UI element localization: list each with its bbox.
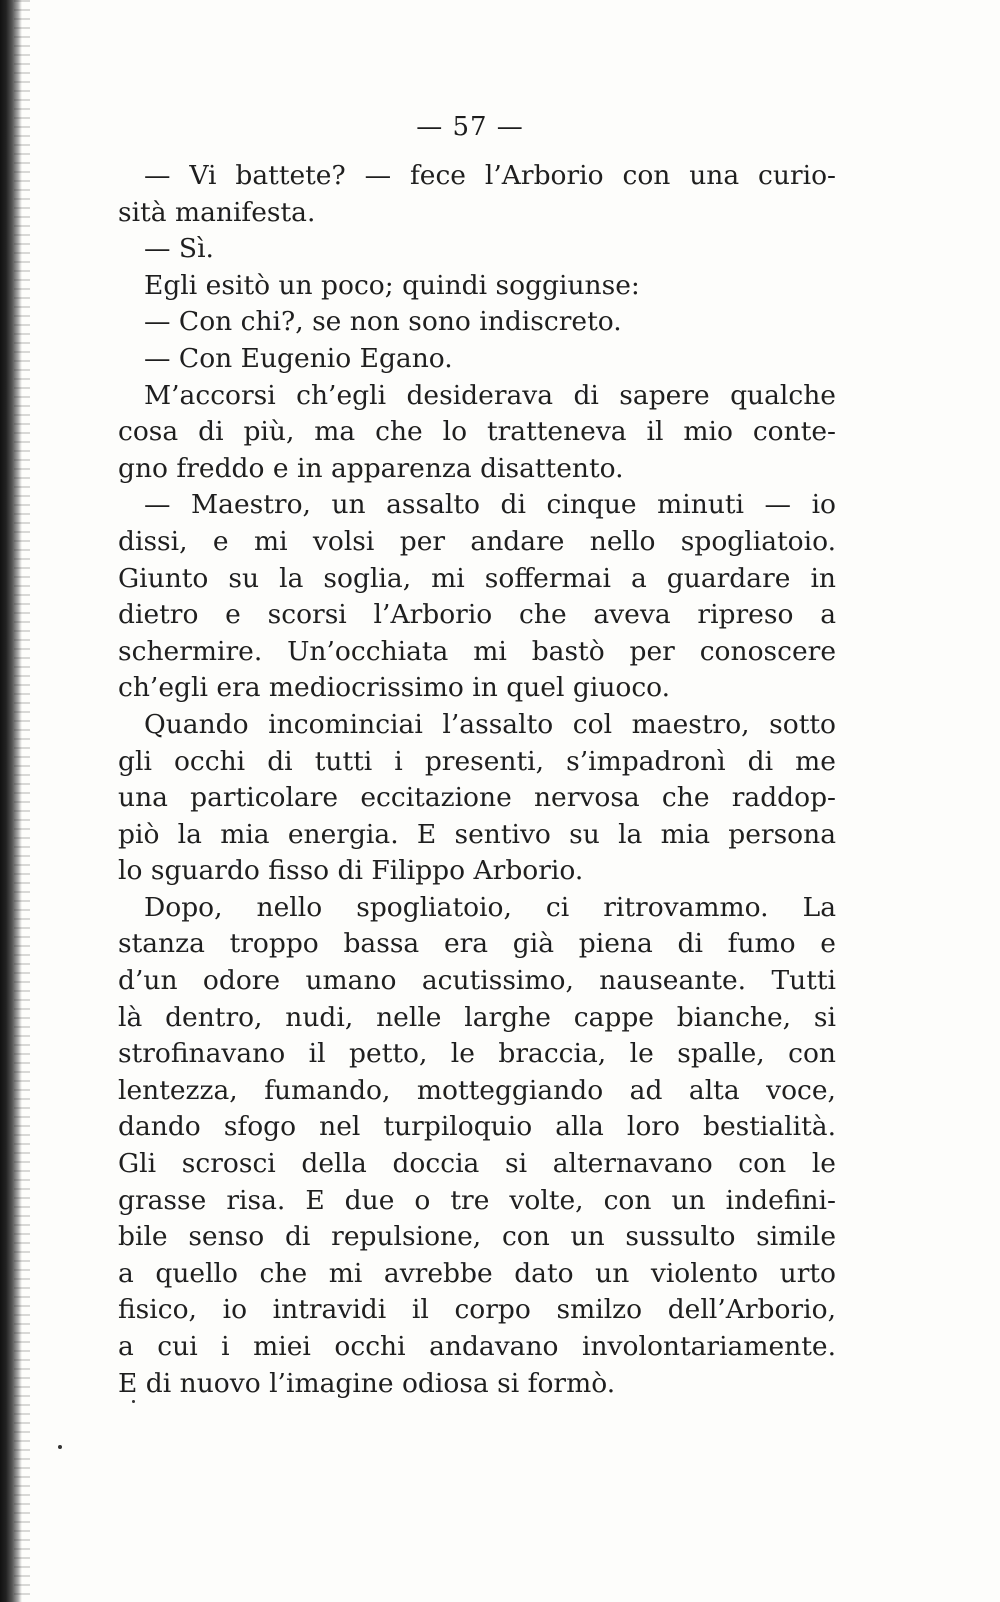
text-line: bile senso di repulsione, con un sussulto simile (118, 1221, 836, 1253)
text-line: grasse risa. E due o tre volte, con un indefini- (118, 1184, 836, 1216)
text-line: cosa di più, ma che lo tratteneva il mio conte- (118, 416, 836, 448)
text-line: Dopo, nello spogliatoio, ci ritrovammo. La (144, 891, 836, 923)
text-line: Egli esitò un poco; quindi soggiunse: (144, 269, 640, 301)
text-line: E di nuovo l’imagine odiosa si formò. (118, 1367, 616, 1399)
text-line: Quando incominciai l’assalto col maestro, sotto (144, 708, 836, 740)
text-line: dietro e scorsi l’Arborio che aveva ripreso a (118, 599, 836, 631)
text-line: Giunto su la soglia, mi soffermai a guardare in (118, 562, 836, 594)
text-line: d’un odore umano acutissimo, nauseante. Tutti (118, 965, 836, 997)
text-line: schermire. Un’occhiata mi bastò per conoscere (118, 635, 836, 667)
text-line: Gli scrosci della doccia si alternavano con le (118, 1148, 836, 1180)
text-line: — Maestro, un assalto di cinque minuti — io (144, 489, 836, 521)
text-line: a quello che mi avrebbe dato un violento urto (118, 1257, 836, 1289)
text-line: gli occhi di tutti i presenti, s’impadronì di me (118, 745, 836, 777)
text-line: — Vi battete? — fece l’Arborio con una curio- (144, 160, 836, 191)
text-line: una particolare eccitazione nervosa che raddop- (118, 782, 836, 814)
text-line: gno freddo e in apparenza disattento. (118, 452, 624, 484)
text-line: ch’egli era mediocrissimo in quel giuoco. (118, 672, 671, 704)
page-binding-speckle (14, 0, 30, 1602)
scan-speck (132, 1400, 135, 1403)
text-line: dissi, e mi volsi per andare nello spogliatoio. (118, 525, 836, 557)
text-line: fisico, io intravidi il corpo smilzo dell’Arborio, (118, 1294, 836, 1326)
text-line: — Con Eugenio Egano. (144, 342, 453, 374)
text-line: stanza troppo bassa era già piena di fumo e (118, 928, 836, 960)
page-number: — 57 — (416, 112, 524, 142)
body-text (118, 158, 836, 1402)
text-line: — Con chi?, se non sono indiscreto. (144, 306, 622, 338)
text-line: lo sguardo fisso di Filippo Arborio. (118, 855, 584, 887)
text-line: lentezza, fumando, motteggiando ad alta voce, (118, 1074, 836, 1106)
text-line: — Sì. (144, 233, 214, 265)
text-line: dando sfogo nel turpiloquio alla loro bestialità. (118, 1111, 836, 1143)
text-line: strofinavano il petto, le braccia, le spalle, con (118, 1038, 836, 1070)
text-line: a cui i miei occhi andavano involontariamente. (118, 1331, 836, 1362)
text-line: M’accorsi ch’egli desiderava di sapere qualche (144, 379, 836, 411)
text-line: là dentro, nudi, nelle larghe cappe bianche, si (118, 1001, 836, 1033)
text-line: sità manifesta. (118, 196, 316, 228)
text-line: piò la mia energia. E sentivo su la mia persona (118, 818, 836, 850)
scan-speck (58, 1445, 62, 1449)
